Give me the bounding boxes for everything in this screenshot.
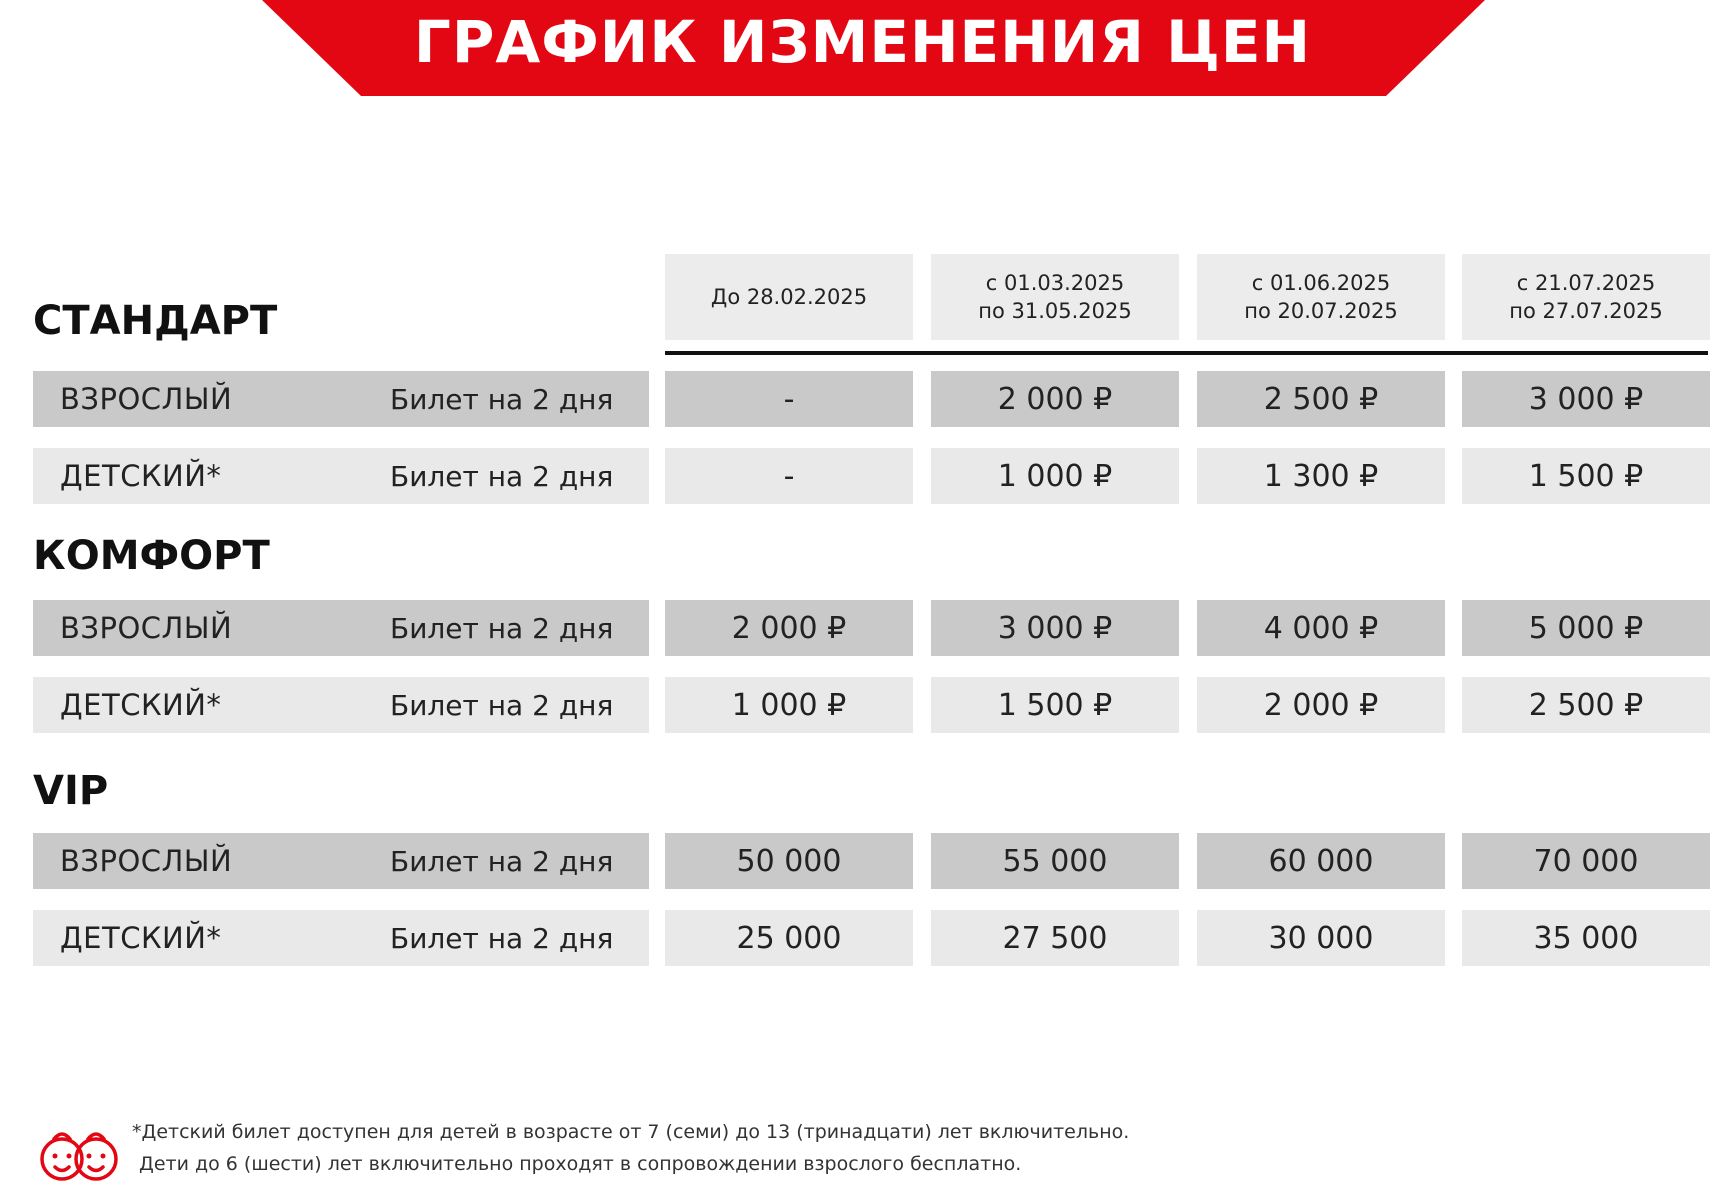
ticket-label: Билет на 2 дня: [390, 459, 614, 493]
column-header-4: [1462, 254, 1710, 340]
section-title-standard: СТАНДАРТ: [33, 298, 278, 344]
column-header-2: [931, 254, 1179, 340]
footnote-line-2: Дети до 6 (шести) лет включительно проходят в сопровождении взрослого бесплатно.: [139, 1153, 1022, 1175]
price-cell: 4 000 ₽: [1197, 600, 1445, 656]
row-label-standard-adult: [33, 371, 649, 427]
category-label: ДЕТСКИЙ*: [60, 921, 222, 955]
price-cell: 70 000: [1462, 833, 1710, 889]
column-header-2-line1: с 01.03.2025: [985, 271, 1125, 295]
page-title: ГРАФИК ИЗМЕНЕНИЯ ЦЕН: [413, 8, 1312, 76]
price-cell: 25 000: [665, 910, 913, 966]
row-label-comfort-child: [33, 677, 649, 733]
column-header-1: [665, 254, 913, 340]
column-header-3-line1: с 01.06.2025: [1251, 271, 1391, 295]
row-label-comfort-adult: [33, 600, 649, 656]
price-cell: 30 000: [1197, 910, 1445, 966]
section-title-comfort: КОМФОРТ: [33, 533, 270, 579]
price-cell: -: [665, 371, 913, 427]
category-label: ВЗРОСЛЫЙ: [60, 844, 233, 878]
price-cell: 3 000 ₽: [931, 600, 1179, 656]
price-cell: 1 000 ₽: [665, 677, 913, 733]
header-divider: [665, 351, 1708, 355]
ticket-label: Билет на 2 дня: [390, 688, 614, 722]
price-cell: 27 500: [931, 910, 1179, 966]
children-faces-icon: [38, 1125, 122, 1185]
price-cell: 5 000 ₽: [1462, 600, 1710, 656]
price-cell: 60 000: [1197, 833, 1445, 889]
column-header-3-line2: по 20.07.2025: [1244, 299, 1398, 323]
price-cell: 2 500 ₽: [1197, 371, 1445, 427]
price-cell: -: [665, 448, 913, 504]
category-label: ВЗРОСЛЫЙ: [60, 382, 233, 416]
category-label: ВЗРОСЛЫЙ: [60, 611, 233, 645]
row-label-vip-adult: [33, 833, 649, 889]
column-header-4-line2: по 27.07.2025: [1509, 299, 1663, 323]
category-label: ДЕТСКИЙ*: [60, 459, 222, 493]
price-cell: 2 500 ₽: [1462, 677, 1710, 733]
footnote-line-1: *Детский билет доступен для детей в возрасте от 7 (семи) до 13 (тринадцати) лет включительно.: [132, 1121, 1130, 1143]
ticket-label: Билет на 2 дня: [390, 611, 614, 645]
ticket-label: Билет на 2 дня: [390, 382, 614, 416]
price-cell: 2 000 ₽: [665, 600, 913, 656]
price-cell: 2 000 ₽: [931, 371, 1179, 427]
price-cell: 2 000 ₽: [1197, 677, 1445, 733]
price-cell: 1 300 ₽: [1197, 448, 1445, 504]
price-cell: 1 500 ₽: [931, 677, 1179, 733]
ticket-label: Билет на 2 дня: [390, 844, 614, 878]
ticket-label: Билет на 2 дня: [390, 921, 614, 955]
price-cell: 55 000: [931, 833, 1179, 889]
banner: [0, 0, 1725, 100]
price-cell: 3 000 ₽: [1462, 371, 1710, 427]
section-title-vip: VIP: [33, 768, 109, 814]
column-header-4-line1: с 21.07.2025: [1516, 271, 1656, 295]
column-header-1-line1: До 28.02.2025: [710, 285, 868, 309]
price-cell: 1 000 ₽: [931, 448, 1179, 504]
row-label-standard-child: [33, 448, 649, 504]
category-label: ДЕТСКИЙ*: [60, 688, 222, 722]
price-cell: 50 000: [665, 833, 913, 889]
row-label-vip-child: [33, 910, 649, 966]
column-header-3: [1197, 254, 1445, 340]
column-header-2-line2: по 31.05.2025: [978, 299, 1132, 323]
price-cell: 35 000: [1462, 910, 1710, 966]
price-cell: 1 500 ₽: [1462, 448, 1710, 504]
